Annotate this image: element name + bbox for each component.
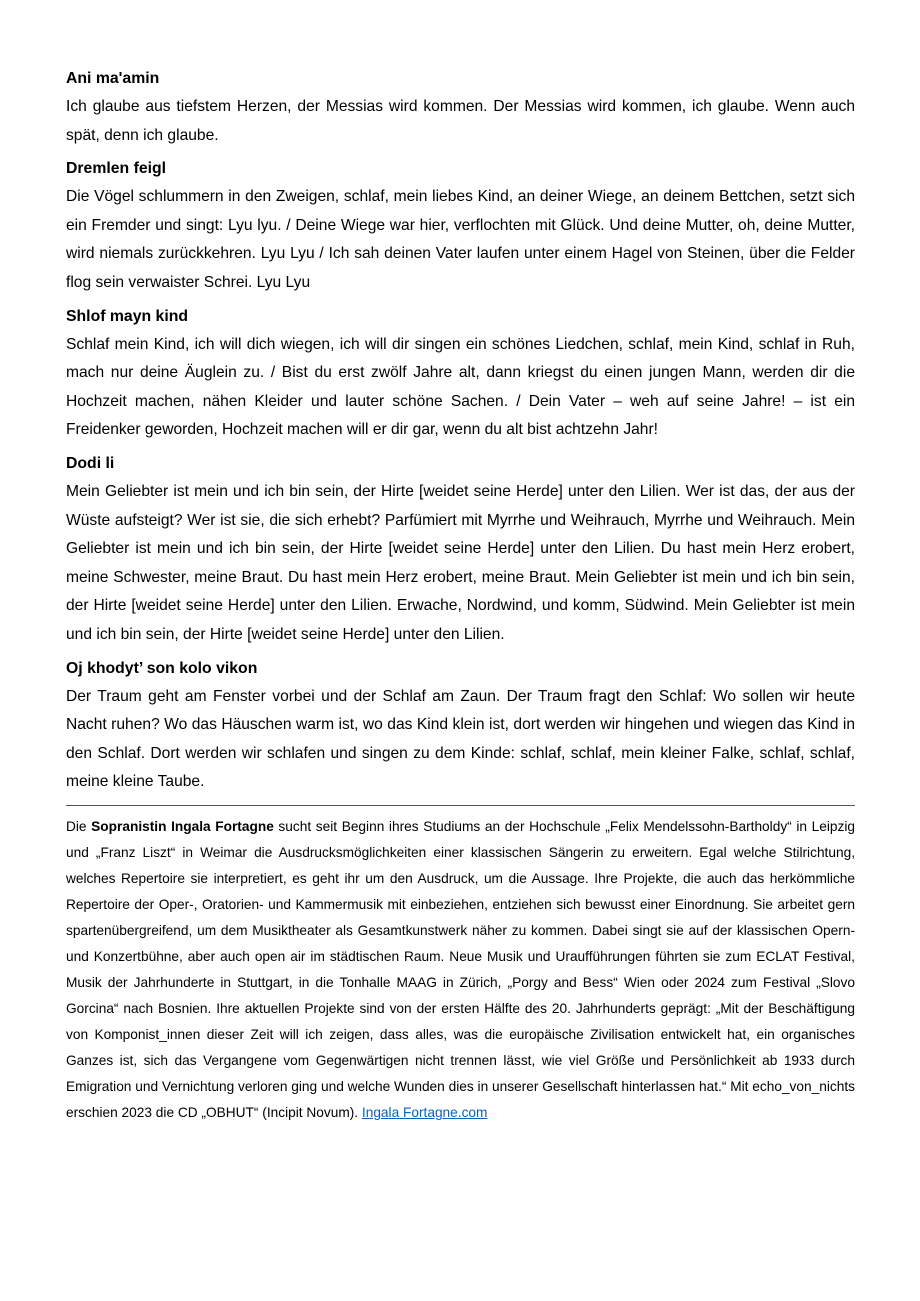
bio-intro: Die	[66, 818, 92, 834]
song-title: Dremlen feigl	[66, 160, 167, 178]
document-page	[66, 64, 855, 1126]
bio-name: Sopranistin Ingala Fortagne	[91, 818, 274, 834]
song-text: Mein Geliebter ist mein und ich bin sein, der Hirte [weidet seine Herde] unter den Lilien. Wer ist das, der aus der Wüste aufsteigt? Wer ist sie, die sich erhebt? Parfümiert mit Myrrhe und Weihrauch, Myrrhe und Weihrauch. Mein Geliebter ist mein und ich bin sein, der Hirte [weidet seine Herde] unter den Lilien. Du hast mein Herz erobert, meine Schwester, meine Braut. Du hast mein Herz erobert, meine Braut. Mein Geliebter ist mein und ich bin sein, der Hirte [weidet seine Herde] unter den Lilien. Erwache, Nordwind, und komm, Südwind. Mein Geliebter ist mein und ich bin sein, der Hirte [weidet seine Herde] unter den Lilien.	[66, 482, 855, 643]
song-title: Dodi li	[66, 454, 115, 472]
song-text: Der Traum geht am Fenster vorbei und der Schlaf am Zaun. Der Traum fragt den Schlaf: Wo sollen wir heute Nacht ruhen? Wo das Häuschen warm ist, wo das Kind klein ist, dort werden wir hingehen und wiegen das Kind in den Schlaf. Dort werden wir schlafen und singen zu dem Kinde: schlaf, schlaf, mein kleiner Falke, schlaf, schlaf, meine kleine Taube.	[66, 687, 855, 791]
song-title: Ani ma'amin	[66, 70, 160, 87]
bio-body: sucht seit Beginn ihres Studiums an der Hochschule „Felix Mendelssohn-Bartholdy“ in Leipzig und „Franz Liszt“ in Weimar die Ausdrucksmöglichkeiten einer klassischen Sängerin zu erweitern. Egal welche Stilrichtung, welches Repertoire sie interpretiert, es geht ihr um den Ausdruck, um die Aussage. Ihre Projekte, die auch das herkömmliche Repertoire der Oper-, Oratorien- und Kammermusik mit einbeziehen, entziehen sich bewusst einer Einordnung. Sie arbeitet gern spartenübergreifend, um dem Musiktheater als Gesamtkunstwerk näher zu kommen. Dabei singt sie auf der klassischen Opern- und Konzertbühne, aber auch open air im städtischen Raum. Neue Musik und Uraufführungen führten sie zum ECLAT Festival, Musik der Jahrhunderte in Stuttgart, in die Tonhalle MAAG in Zürich, „Porgy and Bess“ Wien oder 2024 zum Festival „Slovo Gorcina“ nach Bosnien. Ihre aktuellen Projekte sind von der ersten Hälfte des 20. Jahrhunderts geprägt: „Mit der Beschäftigung von Komponist_innen dieser Zeit will ich zeigen, dass alles, was die europäische Zivilisation entwickelt hat, ein organisches Ganzes ist, sich das Vergangene vom Gegenwärtigen nicht trennen lässt, wie viel Größe und Persönlichkeit ab 1933 durch Emigration und Vernichtung verloren ging und welche Wunden dies in unserer Gesellschaft hinterlassen hat.“ Mit echo_von_nichts erschien 2023 die CD „OBHUT“ (Incipit Novum).	[66, 818, 855, 1120]
biography	[66, 814, 855, 1126]
song-text: Ich glaube aus tiefstem Herzen, der Messias wird kommen. Der Messias wird kommen, ich glaube. Wenn auch spät, denn ich glaube.	[66, 98, 855, 144]
song-title: Shlof mayn kind	[66, 307, 189, 325]
divider	[66, 805, 855, 806]
song-text: Schlaf mein Kind, ich will dich wiegen, ich will dir singen ein schönes Liedchen, schlaf, mein Kind, schlaf in Ruh, mach nur deine Äuglein zu. / Bist du erst zwölf Jahre alt, dann kriegst du einen jungen Mann, werden dir die Hochzeit machen, nähen Kleider und lauter schöne Sachen. / Dein Vater – weh auf seine Jahre! – ist ein Freidenker geworden, Hochzeit machen will er dir gar, wenn du alt bist achtzehn Jahr!	[66, 335, 855, 439]
song-title: Oj khodyt’ son kolo vikon	[66, 659, 258, 677]
website-link[interactable]: Ingala Fortagne.com	[361, 1104, 488, 1120]
song-text: Die Vögel schlummern in den Zweigen, schlaf, mein liebes Kind, an deiner Wiege, an deinem Bettchen, setzt sich ein Fremder und singt: Lyu lyu. / Deine Wiege war hier, verflochten mit Glück. Und deine Mutter, oh, deine Mutter, wird niemals zurückkehren. Lyu Lyu / Ich sah deinen Vater laufen unter einem Hagel von Steinen, über die Felder flog sein verwaister Schrei. Lyu Lyu	[66, 188, 855, 291]
